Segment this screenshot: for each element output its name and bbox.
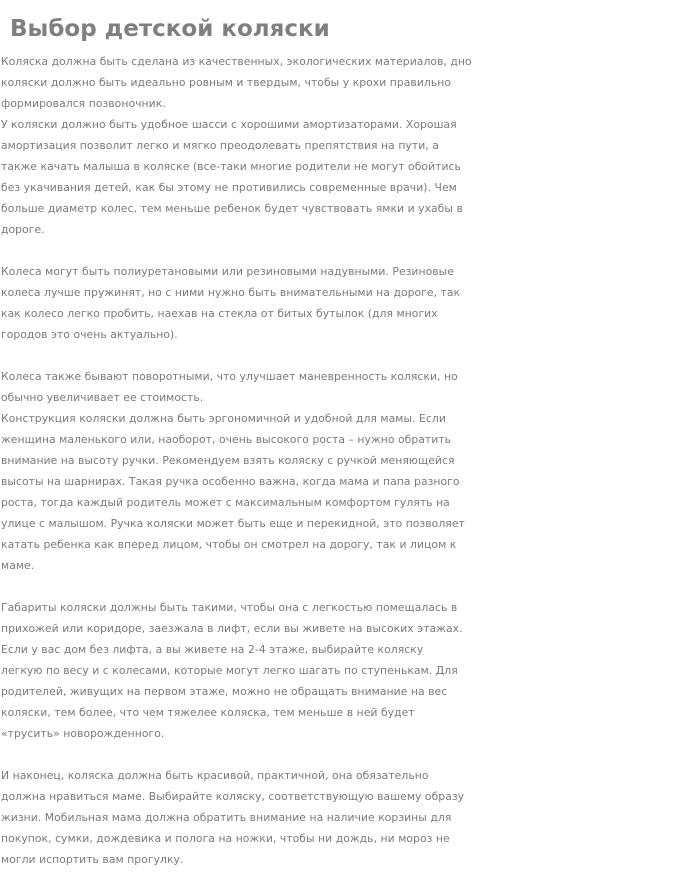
article-body <box>1 51 699 870</box>
text-line: городов это очень актуально). <box>1 328 178 341</box>
text-line: «трусить» новорожденного. <box>1 727 165 740</box>
text-line: У коляски должно быть удобное шасси с хорошими амортизаторами. Хорошая <box>1 118 457 131</box>
text-line: без укачивания детей, как бы этому не противились современные врачи). Чем <box>1 181 457 194</box>
text-line: обычно увеличивает ее стоимость. <box>1 391 204 404</box>
text-line: должна нравиться маме. Выбирайте коляску, соответствующую вашему образу <box>1 790 465 803</box>
text-line: амортизация позволит легко и мягко преодолевать препятствия на пути, а <box>1 139 439 152</box>
text-line: колеса лучше пружинят, но с ними нужно быть внимательными на дороге, так <box>1 286 461 299</box>
text-line: улице с малышом. Ручка коляски может быть еще и перекидной, это позволяет <box>1 517 465 530</box>
text-line: Габариты коляски должны быть такими, чтобы она с легкостью помещалась в <box>1 601 458 614</box>
paragraph <box>1 51 699 240</box>
paragraph-spacer <box>1 240 699 261</box>
paragraph-spacer <box>1 576 699 597</box>
text-line: жизни. Мобильная мама должна обратить внимание на наличие корзины для <box>1 811 452 824</box>
text-line: Колеса также бывают поворотными, что улучшает маневренность коляски, но <box>1 370 458 383</box>
paragraph-spacer <box>1 744 699 765</box>
text-line: больше диаметр колес, тем меньше ребенок будет чувствовать ямки и ухабы в <box>1 202 463 215</box>
text-line: катать ребенка как вперед лицом, чтобы он смотрел на дорогу, так и лицом к <box>1 538 457 551</box>
text-line: легкую по весу и с колесами, которые могут легко шагать по ступенькам. Для <box>1 664 458 677</box>
text-line: как колесо легко пробить, наехав на стекла от битых бутылок (для многих <box>1 307 438 320</box>
text-line: внимание на высоту ручки. Рекомендуем взять коляску с ручкой меняющейся <box>1 454 455 467</box>
text-line: коляски, тем более, что чем тяжелее коляска, тем меньше в ней будет <box>1 706 415 719</box>
article-title: Выбор детской коляски <box>10 16 330 42</box>
text-line: Коляска должна быть сделана из качественных, экологических материалов, дно <box>1 55 472 68</box>
text-line: также качать малыша в коляске (все-таки многие родители не могут обойтись <box>1 160 461 173</box>
text-line: Колеса могут быть полиуретановыми или резиновыми надувными. Резиновые <box>1 265 454 278</box>
text-line: родителей, живущих на первом этаже, можно не обращать внимание на вес <box>1 685 448 698</box>
text-line: прихожей или коридоре, заезжала в лифт, если вы живете на высоких этажах. <box>1 622 463 635</box>
text-line: маме. <box>1 559 35 572</box>
paragraph <box>1 261 699 345</box>
text-line: дороге. <box>1 223 45 236</box>
text-line: формировался позвоночник. <box>1 97 166 110</box>
text-line: могли испортить вам прогулку. <box>1 853 184 866</box>
text-line: Если у вас дом без лифта, а вы живете на 2-4 этаже, выбирайте коляску <box>1 643 424 656</box>
text-line: И наконец, коляска должна быть красивой, практичной, она обязательно <box>1 769 429 782</box>
text-line: Конструкция коляски должна быть эргономичной и удобной для мамы. Если <box>1 412 446 425</box>
text-line: роста, тогда каждый родитель может с максимальным комфортом гулять на <box>1 496 450 509</box>
text-line: женщина маленького или, наоборот, очень высокого роста – нужно обратить <box>1 433 452 446</box>
paragraph <box>1 765 699 870</box>
text-line: покупок, сумки, дождевика и полога на ножки, чтобы ни дождь, ни мороз не <box>1 832 450 845</box>
paragraph <box>1 597 699 744</box>
text-line: высоты на шарнирах. Такая ручка особенно важна, когда мама и папа разного <box>1 475 460 488</box>
paragraph <box>1 366 699 576</box>
paragraph-spacer <box>1 345 699 366</box>
text-line: коляски должно быть идеально ровным и твердым, чтобы у крохи правильно <box>1 76 452 89</box>
